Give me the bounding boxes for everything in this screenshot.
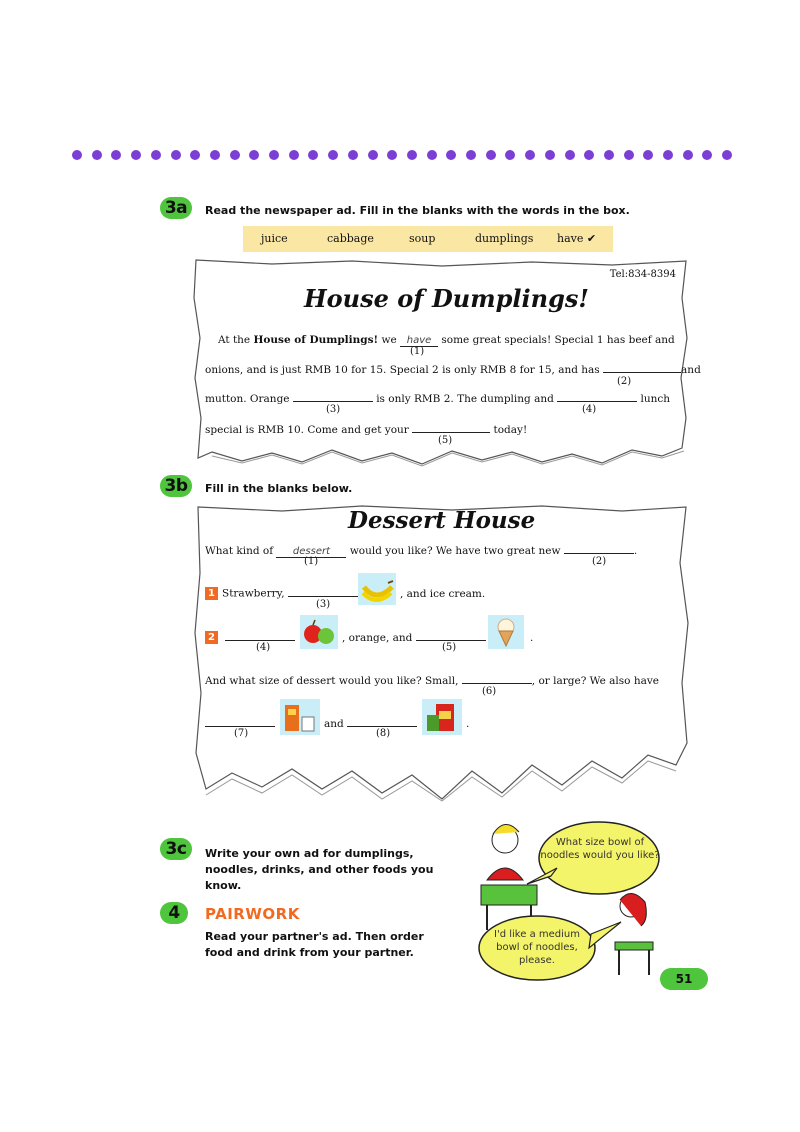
divider-dot — [505, 150, 515, 160]
blank-number-3: (3) — [326, 404, 341, 415]
ad-title: Dessert House — [348, 507, 536, 534]
ad-line-4: special is RMB 10. Come and get your today! — [205, 424, 528, 436]
section-3a-badge: 3a — [160, 197, 192, 219]
ice-cream-picture — [488, 615, 524, 649]
divider-dot — [269, 150, 279, 160]
divider-dot — [171, 150, 181, 160]
divider-dot — [702, 150, 712, 160]
juice-can-picture — [422, 699, 462, 735]
ad-item-1: 1 Strawberry, — [205, 587, 358, 600]
ad-line-5-end: . — [466, 718, 470, 730]
word-box-item: juice — [261, 232, 288, 245]
divider-dot — [328, 150, 338, 160]
divider-dot — [427, 150, 437, 160]
ad-line-3: mutton. Orange is only RMB 2. The dumpling and lunch — [205, 393, 671, 405]
divider-dot — [663, 150, 673, 160]
blank-number-7: (7) — [234, 728, 249, 739]
ad-line-1: What kind of dessert would you like? We have two great new . — [205, 545, 638, 557]
word-box — [243, 226, 613, 252]
divider-dot — [368, 150, 378, 160]
item-number-badge: 2 — [205, 631, 218, 644]
section-3a-instruction: Read the newspaper ad. Fill in the blanks with the words in the box. — [205, 204, 630, 217]
answer-blank-8[interactable] — [347, 726, 417, 727]
ad-line-5-mid: and — [324, 718, 417, 730]
blank-number-8: (8) — [376, 728, 391, 739]
divider-dot — [190, 150, 200, 160]
word-box-item: have ✔ — [557, 232, 597, 245]
section-4-badge: 4 — [160, 902, 188, 924]
blank-number-1: (1) — [304, 556, 319, 567]
blank-number-5: (5) — [442, 642, 457, 653]
blank-number-1: (1) — [410, 346, 425, 357]
ad-title: House of Dumplings! — [304, 284, 589, 313]
section-3b-instruction: Fill in the blanks below. — [205, 482, 353, 495]
divider-dot — [604, 150, 614, 160]
divider-dot — [486, 150, 496, 160]
blank-number-4: (4) — [256, 642, 271, 653]
section-3b-badge: 3b — [160, 475, 192, 497]
answer-blank-6[interactable] — [462, 683, 532, 684]
blank-number-4: (4) — [582, 404, 597, 415]
speech-bubble-answer: I'd like a medium bowl of noodles, please. — [494, 929, 580, 966]
answer-blank-7[interactable] — [205, 726, 275, 727]
divider-dot — [683, 150, 693, 160]
answer-blank-4[interactable] — [557, 401, 637, 402]
blank-number-3: (3) — [316, 599, 331, 610]
divider-dot — [565, 150, 575, 160]
pairwork-title: PAIRWORK — [205, 905, 300, 923]
answer-blank-3[interactable] — [293, 401, 373, 402]
answer-blank-1[interactable]: dessert — [276, 546, 346, 558]
ad-telephone: Tel:834-8394 — [609, 269, 676, 280]
dessert-ad — [192, 503, 690, 803]
bananas-picture — [358, 573, 396, 605]
dotted-divider — [72, 150, 732, 164]
ad-item-1-end: , and ice cream. — [400, 588, 486, 600]
divider-dot — [92, 150, 102, 160]
answer-blank-5[interactable] — [416, 640, 486, 641]
divider-dot — [387, 150, 397, 160]
answer-blank-4[interactable] — [225, 640, 295, 641]
divider-dot — [348, 150, 358, 160]
section-3c-badge: 3c — [160, 838, 192, 860]
word-box-item: cabbage — [327, 232, 374, 245]
ad-line-1: At the House of Dumplings! we have some great specials! Special 1 has beef and — [218, 334, 675, 346]
drinks-picture — [280, 699, 320, 735]
divider-dot — [584, 150, 594, 160]
divider-dot — [466, 150, 476, 160]
divider-dot — [722, 150, 732, 160]
dumplings-ad — [192, 258, 701, 468]
divider-dot — [72, 150, 82, 160]
divider-dot — [210, 150, 220, 160]
item-number-badge: 1 — [205, 587, 218, 600]
divider-dot — [289, 150, 299, 160]
ad-item-2-end: . — [530, 632, 534, 644]
word-box-item: soup — [409, 232, 436, 245]
answer-blank-2[interactable] — [603, 372, 681, 373]
word-box-item: dumplings — [475, 232, 534, 245]
divider-dot — [407, 150, 417, 160]
ad-item-2-mid: , orange, and — [342, 632, 486, 644]
divider-dot — [111, 150, 121, 160]
ad-item-2 — [205, 631, 295, 644]
divider-dot — [249, 150, 259, 160]
answer-blank-5[interactable] — [412, 432, 490, 433]
page-number: 51 — [660, 968, 708, 990]
divider-dot — [624, 150, 634, 160]
divider-dot — [131, 150, 141, 160]
section-4-instruction: Read your partner's ad. Then order food and drink from your partner. — [205, 930, 424, 959]
divider-dot — [446, 150, 456, 160]
divider-dot — [545, 150, 555, 160]
divider-dot — [525, 150, 535, 160]
divider-dot — [308, 150, 318, 160]
answer-blank-2[interactable] — [564, 553, 634, 554]
answer-blank-1[interactable]: have — [400, 335, 438, 347]
divider-dot — [643, 150, 653, 160]
blank-number-5: (5) — [438, 435, 453, 446]
blank-number-6: (6) — [482, 686, 497, 697]
section-3c-instruction: Write your own ad for dumplings, noodles, drinks, and other foods you know. — [205, 847, 434, 892]
divider-dot — [230, 150, 240, 160]
apples-picture — [300, 615, 338, 649]
ad-line-4: And what size of dessert would you like? Small, , or large? We also have — [205, 675, 659, 687]
ad-line-2: onions, and is just RMB 10 for 15. Special 2 is only RMB 8 for 15, and has and — [205, 364, 701, 376]
answer-blank-3[interactable] — [288, 596, 358, 597]
speech-bubble-question: What size bowl of noodles would you like? — [540, 837, 660, 861]
blank-number-2: (2) — [617, 376, 632, 387]
divider-dot — [151, 150, 161, 160]
blank-number-2: (2) — [592, 556, 607, 567]
